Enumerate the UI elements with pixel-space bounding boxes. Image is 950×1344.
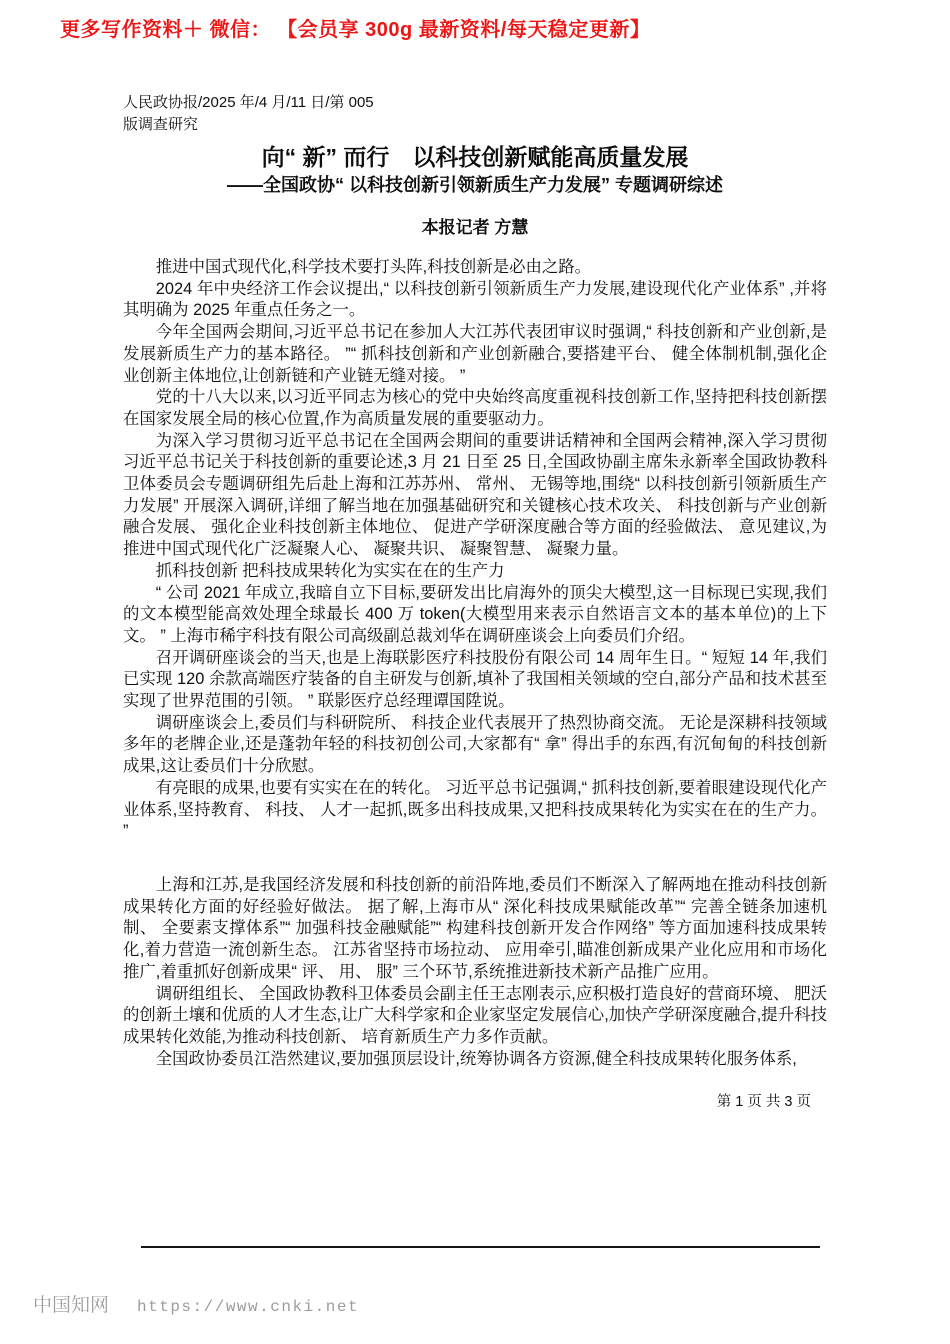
cnki-logo: 中国知网	[33, 1295, 110, 1316]
article-subtitle: ——全国政协“ 以科技创新引领新质生产力发展” 专题调研综述	[227, 175, 723, 195]
paragraph: 调研组组长、 全国政协教科卫体委员会副主任王志刚表示,应积极打造良好的营商环境、 肥沃的创新土壤和优质的人才生态,让广大科学家和企业家坚定发展信心,加快产学研深度融合,提升科技成果转化效能,为推动科技创新、 培育新质生产力多作贡献。	[123, 984, 827, 1046]
paragraph: 全国政协委员江浩然建议,要加强顶层设计,统筹协调各方资源,健全科技成果转化服务体系,	[155, 1049, 797, 1068]
paragraph: 推进中国式现代化,科学技术要打头阵,科技创新是必由之路。	[155, 258, 592, 276]
cnki-url: https://www.cnki.net	[137, 1298, 360, 1316]
paragraph: 今年全国两会期间,习近平总书记在参加人大江苏代表团审议时强调,“ 科技创新和产业创新,是发展新质生产力的基本路径。 ”“ 抓科技创新和产业创新融合,要搭建平台、 健全体制机制,强化企业创新主体地位,让创新链和产业链无缝对接。 ”	[123, 323, 827, 385]
footer-divider	[141, 1246, 820, 1248]
paragraph: “ 公司 2021 年成立,我暗自立下目标,要研发出比肩海外的顶尖大模型,这一目标现已实现,我们的文本模型能高效处理全球最长 400 万 token(大模型用来表示自然语言文本的基本单位)的上下文。 ” 上海市稀宇科技有限公司高级副总裁刘华在调研座谈会上向委员们介绍。	[123, 583, 827, 645]
paragraph: 党的十八大以来,以习近平同志为核心的党中央始终高度重视科技创新工作,坚持把科技创新摆在国家发展全局的核心位置,作为高质量发展的重要驱动力。	[123, 388, 827, 428]
watermark	[33, 1290, 359, 1317]
article-title: 向“ 新” 而行 以科技创新赋能高质量发展	[261, 144, 689, 170]
paragraph: 有亮眼的成果,也要有实实在在的转化。 习近平总书记强调,“ 抓科技创新,要着眼建设现代化产业体系,坚持教育、 科技、 人才一起抓,既多出科技成果,又把科技成果转化为实实在在的生产力。 ”	[123, 778, 827, 841]
page-number: 第 1 页 共 3 页	[716, 1094, 811, 1111]
paragraph: 召开调研座谈会的当天,也是上海联影医疗科技股份有限公司 14 周年生日。“ 短短 14 年,我们已实现 120 余款高端医疗装备的自主研发与创新,填补了我国相关领域的空白,部分产品和技术甚至实现了世界范围的引领。 ” 联影医疗总经理谭国陞说。	[123, 648, 827, 711]
paragraph: 上海和江苏,是我国经济发展和科技创新的前沿阵地,委员们不断深入了解两地在推动科技创新成果转化方面的好经验好做法。 据了解,上海市从“ 深化科技成果赋能改革”“ 完善全链条加速机制、 全要素支撑体系”“ 加强科技金融赋能”“ 构建科技创新开发合作网络” 等方面加速科技成果转化,着力营造一流创新生态。 江苏省坚持市场拉动、 应用牵引,瞄准创新成果产业化应用和市场化推广,着重抓好创新成果“ 评、 用、 服” 三个环节,系统推进新技术新产品推广应用。	[123, 875, 827, 981]
source-meta-line-2: 版调查研究	[123, 116, 199, 133]
source-meta-line-1: 人民政协报/2025 年/4 月/11 日/第 005	[123, 94, 374, 111]
paragraph: 调研座谈会上,委员们与科研院所、 科技企业代表展开了热烈协商交流。 无论是深耕科技领域多年的老牌企业,还是蓬勃年轻的科技初创公司,大家都有“ 拿” 得出手的东西,有沉甸甸的科技创新成果,这让委员们十分欣慰。	[123, 713, 827, 776]
promo-banner: 更多写作资料＋ 微信： 【会员享 300g 最新资料/每天稳定更新】	[60, 19, 651, 41]
byline: 本报记者 方慧	[421, 218, 529, 237]
article	[123, 92, 827, 1111]
article-body	[123, 257, 827, 1070]
paragraph: 为深入学习贯彻习近平总书记在全国两会期间的重要讲话精神和全国两会精神,深入学习贯彻习近平总书记关于科技创新的重要论述,3 月 21 日至 25 日,全国政协副主席朱永新率全国政协教科卫体委员会专题调研组先后赴上海和江苏苏州、 常州、 无锡等地,围绕“ 以科技创新引领新质生产力发展” 开展深入调研,详细了解当地在加强基础研究和关键核心技术攻关、 科技创新与产业创新融合发展、 强化企业科技创新主体地位、 促进产学研深度融合等方面的经验做法、 意见建议,为推进中国式现代化广泛凝聚人心、 凝聚共识、 凝聚智慧、 凝聚力量。	[123, 431, 827, 559]
paragraph: 2024 年中央经济工作会议提出,“ 以科技创新引领新质生产力发展,建设现代化产业体系” ,并将其明确为 2025 年重点任务之一。	[123, 279, 827, 320]
paragraph: 抓科技创新 把科技成果转化为实实在在的生产力	[155, 561, 505, 580]
